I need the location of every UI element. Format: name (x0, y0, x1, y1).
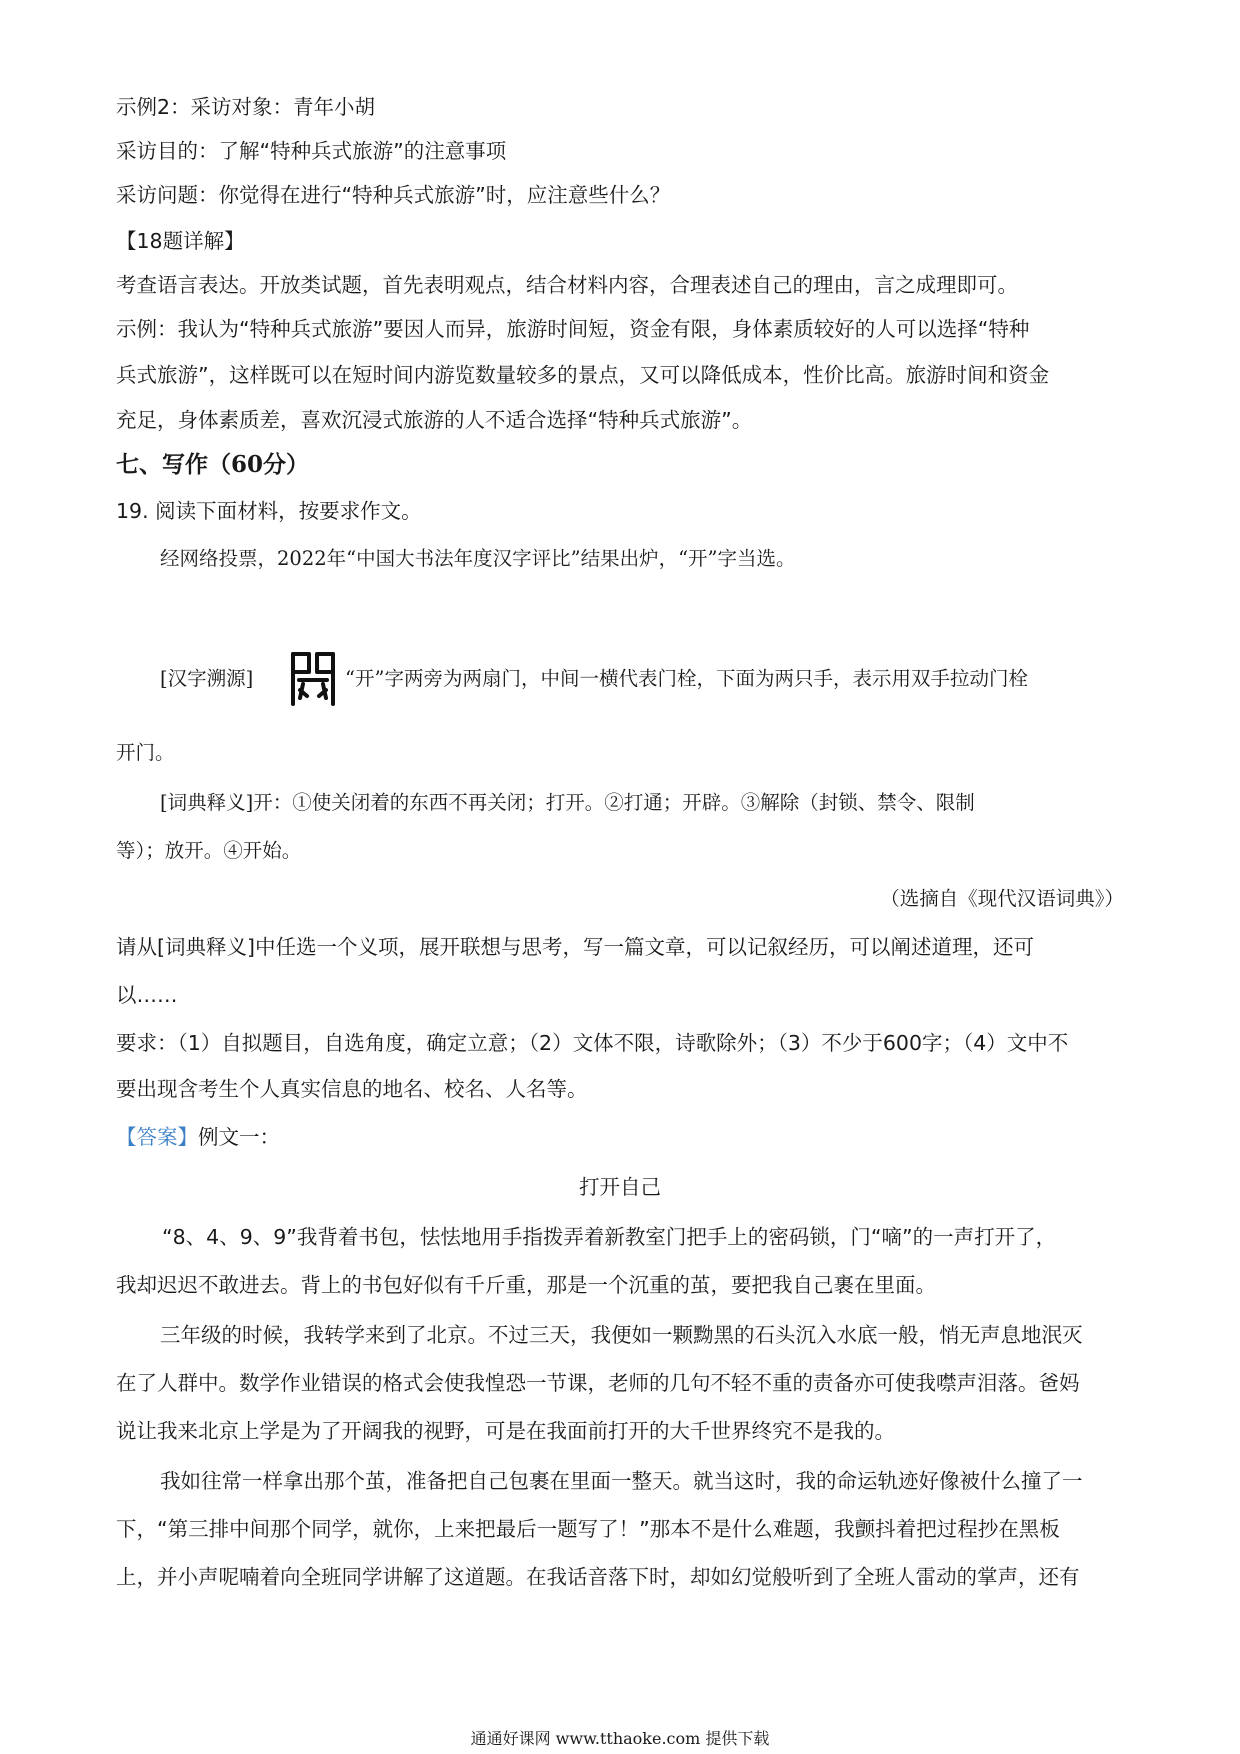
footer-download-notice: 通通好课网 www.tthaoke.com 提供下载 (470, 1729, 770, 1748)
task-instruction-line2: 以…… (116, 983, 178, 1007)
q18-example-line2: 兵式旅游”，这样既可以在短时间内游览数量较多的景点，又可以降低成本，性价比高。旅游时间和资金 (116, 363, 1050, 387)
q18-heading: 【18题详解】 (116, 229, 245, 253)
essay-p1-line1: “8、4、9、9”我背着书包，怯怯地用手指拨弄着新教室门把手上的密码锁，门“嘀”的一声打开了， (162, 1225, 1057, 1249)
essay-title: 打开自己 (579, 1175, 661, 1199)
q19-prompt: 19. 阅读下面材料，按要求作文。 (116, 499, 422, 523)
essay-p3-line2: 下，“第三排中间那个同学，就你，上来把最后一题写了！”那本不是什么难题，我颤抖着把过程抄在黑板 (116, 1517, 1060, 1541)
dictionary-definition-line1: [词典释义]开：①使关闭着的东西不再关闭；打开。②打通；开辟。③解除（封锁、禁令、限制 (160, 791, 975, 814)
answer-tag: 【答案】 (116, 1125, 198, 1149)
essay-p3-line3: 上，并小声呢喃着向全班同学讲解了这道题。在我话音落下时，却如幻觉般听到了全班人雷动的掌声，还有 (116, 1565, 1080, 1589)
essay-p2-line1: 三年级的时候，我转学来到了北京。不过三天，我便如一颗黝黑的石头沉入水底一般，悄无声息地泯灭 (160, 1323, 1083, 1347)
requirements-line1: 要求：（1）自拟题目，自选角度，确定立意；（2）文体不限，诗歌除外；（3）不少于600字；（4）文中不 (116, 1031, 1069, 1055)
example-essay-label: 例文一： (198, 1125, 280, 1149)
example2-interviewee: 示例2：采访对象：青年小胡 (116, 95, 376, 119)
material-origin-text-cont: 开门。 (116, 741, 175, 764)
essay-p1-line2: 我却迟迟不敢进去。背上的书包好似有千斤重，那是一个沉重的茧，要把我自己裹在里面。 (116, 1273, 936, 1297)
dictionary-source: （选摘自《现代汉语词典》） (880, 887, 1124, 910)
essay-p2-line2: 在了人群中。数学作业错误的格式会使我惶恐一节课，老师的几句不轻不重的责备亦可使我噤声泪落。爸妈 (116, 1371, 1080, 1395)
material-intro: 经网络投票，2022年“中国大书法年度汉字评比”结果出炉，“开”字当选。 (160, 547, 796, 570)
material-origin-label: [汉字溯源] (160, 667, 254, 690)
answer-line (116, 1122, 1126, 1152)
ancient-kai-character-glyph-icon (287, 646, 339, 710)
q18-example-line3: 充足，身体素质差，喜欢沉浸式旅游的人不适合选择“特种兵式旅游”。 (116, 408, 753, 432)
q18-example-line1: 示例：我认为“特种兵式旅游”要因人而异，旅游时间短，资金有限，身体素质较好的人可以选择“特种 (116, 317, 1030, 341)
requirements-line2: 要出现含考生个人真实信息的地名、校名、人名等。 (116, 1077, 588, 1101)
example2-question: 采访问题：你觉得在进行“特种兵式旅游”时，应注意些什么？ (116, 183, 671, 207)
task-instruction-line1: 请从[词典释义]中任选一个义项，展开联想与思考，写一篇文章，可以记叙经历，可以阐述道理，还可 (116, 935, 1034, 959)
q18-explanation: 考查语言表达。开放类试题，首先表明观点，结合材料内容，合理表述自己的理由，言之成理即可。 (116, 273, 1018, 297)
dictionary-definition-line2: 等）；放开。④开始。 (116, 839, 302, 862)
material-origin-text: “开”字两旁为两扇门，中间一横代表门栓，下面为两只手，表示用双手拉动门栓 (345, 667, 1028, 690)
section-heading-writing: 七、写作（60分） (116, 451, 310, 478)
essay-p3-line1: 我如往常一样拿出那个茧，准备把自己包裹在里面一整天。就当这时，我的命运轨迹好像被什么撞了一 (160, 1469, 1083, 1493)
example2-purpose: 采访目的：了解“特种兵式旅游”的注意事项 (116, 139, 507, 163)
essay-p2-line3: 说让我来北京上学是为了开阔我的视野，可是在我面前打开的大千世界终究不是我的。 (116, 1419, 895, 1443)
